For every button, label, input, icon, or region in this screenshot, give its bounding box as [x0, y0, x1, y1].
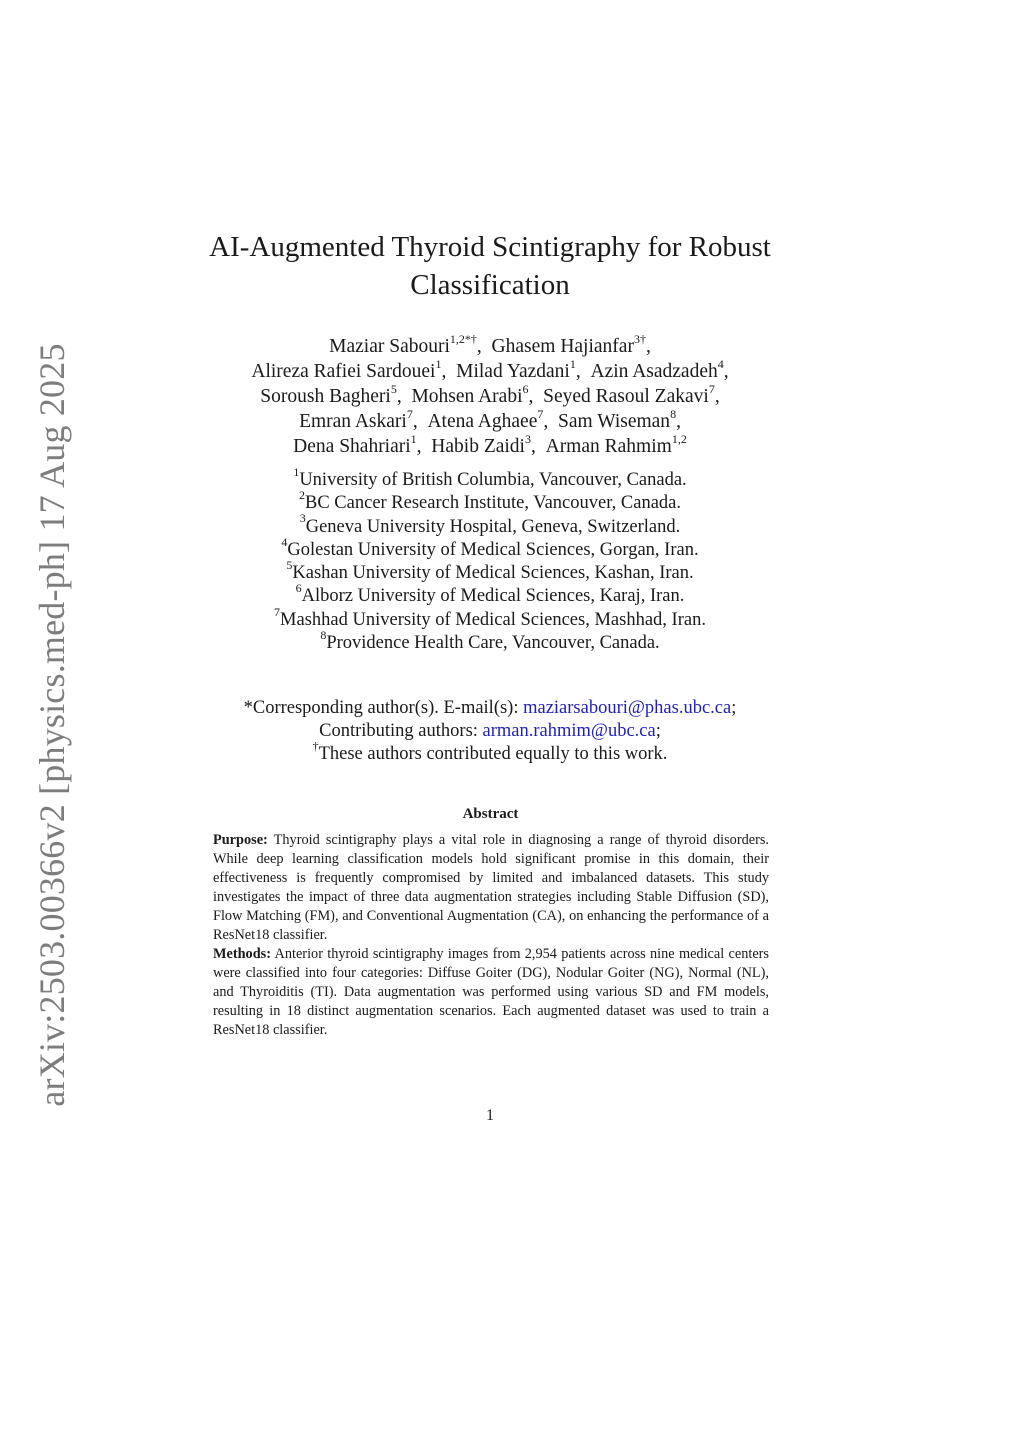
- author-list: [150, 331, 830, 459]
- author-name: Emran Askari: [299, 411, 407, 432]
- affiliation-item: $^4$Golestan University of Medical Sciences, Gorgan, Iran.: [281, 534, 699, 560]
- author-name: Ghasem Hajianfar: [491, 336, 634, 357]
- author-name: Dena Shahriari: [293, 436, 411, 457]
- affiliation-item: $^7$Mashhad University of Medical Sciences, Mashhad, Iran.: [274, 604, 706, 630]
- corresponding-email-link[interactable]: maziarsabouri@phas.ubc.ca: [523, 698, 732, 718]
- methods-label: Methods:: [213, 946, 271, 962]
- author-affil-mark: 1: [569, 356, 576, 371]
- author-name: Alireza Rafiei Sardouei: [251, 361, 436, 382]
- abstract-body: [213, 831, 769, 1040]
- abstract-purpose: [213, 831, 769, 945]
- author-name: Habib Zaidi: [431, 436, 525, 457]
- page-number: 1: [486, 1107, 494, 1124]
- author-name: Mohsen Arabi: [411, 386, 523, 407]
- corresponding-line: *Corresponding author(s). E-mail(s): maziarsabouri@phas.ubc.ca;: [243, 698, 737, 718]
- author-affil-mark: 8: [670, 406, 677, 421]
- affiliation-list: [150, 464, 830, 655]
- author-affil-mark: 4: [717, 356, 724, 371]
- author-line-3: Soroush Bagheri$^5$, Mohsen Arabi$^6$, Seyed Rasoul Zakavi$^7$,: [260, 381, 720, 407]
- author-affil-mark: 1,2: [671, 431, 687, 446]
- title-line-2: Classification: [410, 269, 570, 301]
- corresponding-label: *Corresponding author(s). E-mail(s):: [243, 698, 519, 718]
- arxiv-identifier: arXiv:2503.00366v2 [physics.med-ph] 17 Aug 2025: [32, 343, 72, 1107]
- title-line-1: AI-Augmented Thyroid Scintigraphy for Robust: [209, 231, 771, 263]
- author-line-1: Maziar Sabouri$^{1,2*\dagger}$, Ghasem Hajianfar$^{3\dagger}$,: [329, 331, 651, 357]
- author-affil-mark: 7: [406, 406, 413, 421]
- author-name: Maziar Sabouri: [329, 336, 450, 357]
- author-affil-mark: 1: [410, 431, 417, 446]
- equal-contribution-note: †These authors contributed equally to this work.: [312, 738, 668, 764]
- arxiv-stamp: [22, 0, 82, 1448]
- abstract-methods: [213, 945, 769, 1040]
- author-name: Soroush Bagheri: [260, 386, 391, 407]
- author-name: Sam Wiseman: [558, 411, 671, 432]
- author-affil-mark: 5: [390, 381, 397, 396]
- affiliation-item: $^6$Alborz University of Medical Sciences, Karaj, Iran.: [295, 581, 685, 607]
- contributing-line: Contributing authors: arman.rahmim@ubc.ca;: [319, 721, 661, 741]
- paper-title: [190, 228, 790, 304]
- affiliation-item: $^3$Geneva University Hospital, Geneva, Switzerland.: [299, 511, 681, 537]
- contributing-email-link[interactable]: arman.rahmim@ubc.ca: [482, 721, 656, 741]
- author-line-5: Dena Shahriari$^1$, Habib Zaidi$^3$, Arman Rahmim$^{1,2}$: [293, 431, 687, 457]
- affiliation-item: $^8$Providence Health Care, Vancouver, Canada.: [320, 627, 660, 654]
- author-name: Azin Asadzadeh: [590, 361, 718, 382]
- purpose-label: Purpose:: [213, 832, 268, 848]
- author-name: Atena Aghaee: [427, 411, 538, 432]
- author-affil-mark: 7: [708, 381, 715, 396]
- affiliation-item: $^1$University of British Columbia, Vancouver, Canada.: [293, 464, 687, 490]
- correspondence-block: [130, 697, 850, 766]
- author-name: Seyed Rasoul Zakavi: [543, 386, 709, 407]
- affiliation-item: $^2$BC Cancer Research Institute, Vancouver, Canada.: [299, 488, 681, 514]
- contributing-label: Contributing authors:: [319, 721, 478, 741]
- purpose-text: Thyroid scintigraphy plays a vital role in diagnosing a range of thyroid disorders. While deep learning classification models hold significant promise in this domain, their effectiveness is frequently compromised by limited and imbalanced datasets. This study investigates the impact of three data augmentation strategies including Stable Diffusion (SD), Flow Matching (FM), and Conventional Augmentation (CA), on enhancing the performance of a ResNet18 classifier.: [213, 832, 769, 943]
- author-affil-mark: 1,2*†: [449, 331, 477, 346]
- author-affil-mark: 3: [524, 431, 531, 446]
- author-affil-mark: 3†: [633, 331, 646, 346]
- author-affil-mark: 6: [522, 381, 529, 396]
- author-line-2: Alireza Rafiei Sardouei$^1$, Milad Yazdani$^1$, Azin Asadzadeh$^4$,: [251, 356, 729, 382]
- author-affil-mark: 1: [435, 356, 442, 371]
- dagger-mark: †: [312, 738, 319, 753]
- methods-text: Anterior thyroid scintigraphy images from 2,954 patients across nine medical centers were classified into four categories: Diffuse Goiter (DG), Nodular Goiter (NG), Normal (NL), and Thyroiditis (TI). Data augmentation was performed using various SD and FM models, resulting in 18 distinct augmentation scenarios. Each augmented dataset was used to train a ResNet18 classifier.: [213, 946, 769, 1038]
- author-line-4: Emran Askari$^7$, Atena Aghaee$^7$, Sam Wiseman$^8$,: [299, 406, 681, 432]
- affiliation-item: $^5$Kashan University of Medical Sciences, Kashan, Iran.: [286, 558, 694, 584]
- author-name: Arman Rahmim: [545, 436, 672, 457]
- author-affil-mark: 7: [537, 406, 544, 421]
- abstract-heading: Abstract: [462, 806, 519, 822]
- author-name: Milad Yazdani: [456, 361, 570, 382]
